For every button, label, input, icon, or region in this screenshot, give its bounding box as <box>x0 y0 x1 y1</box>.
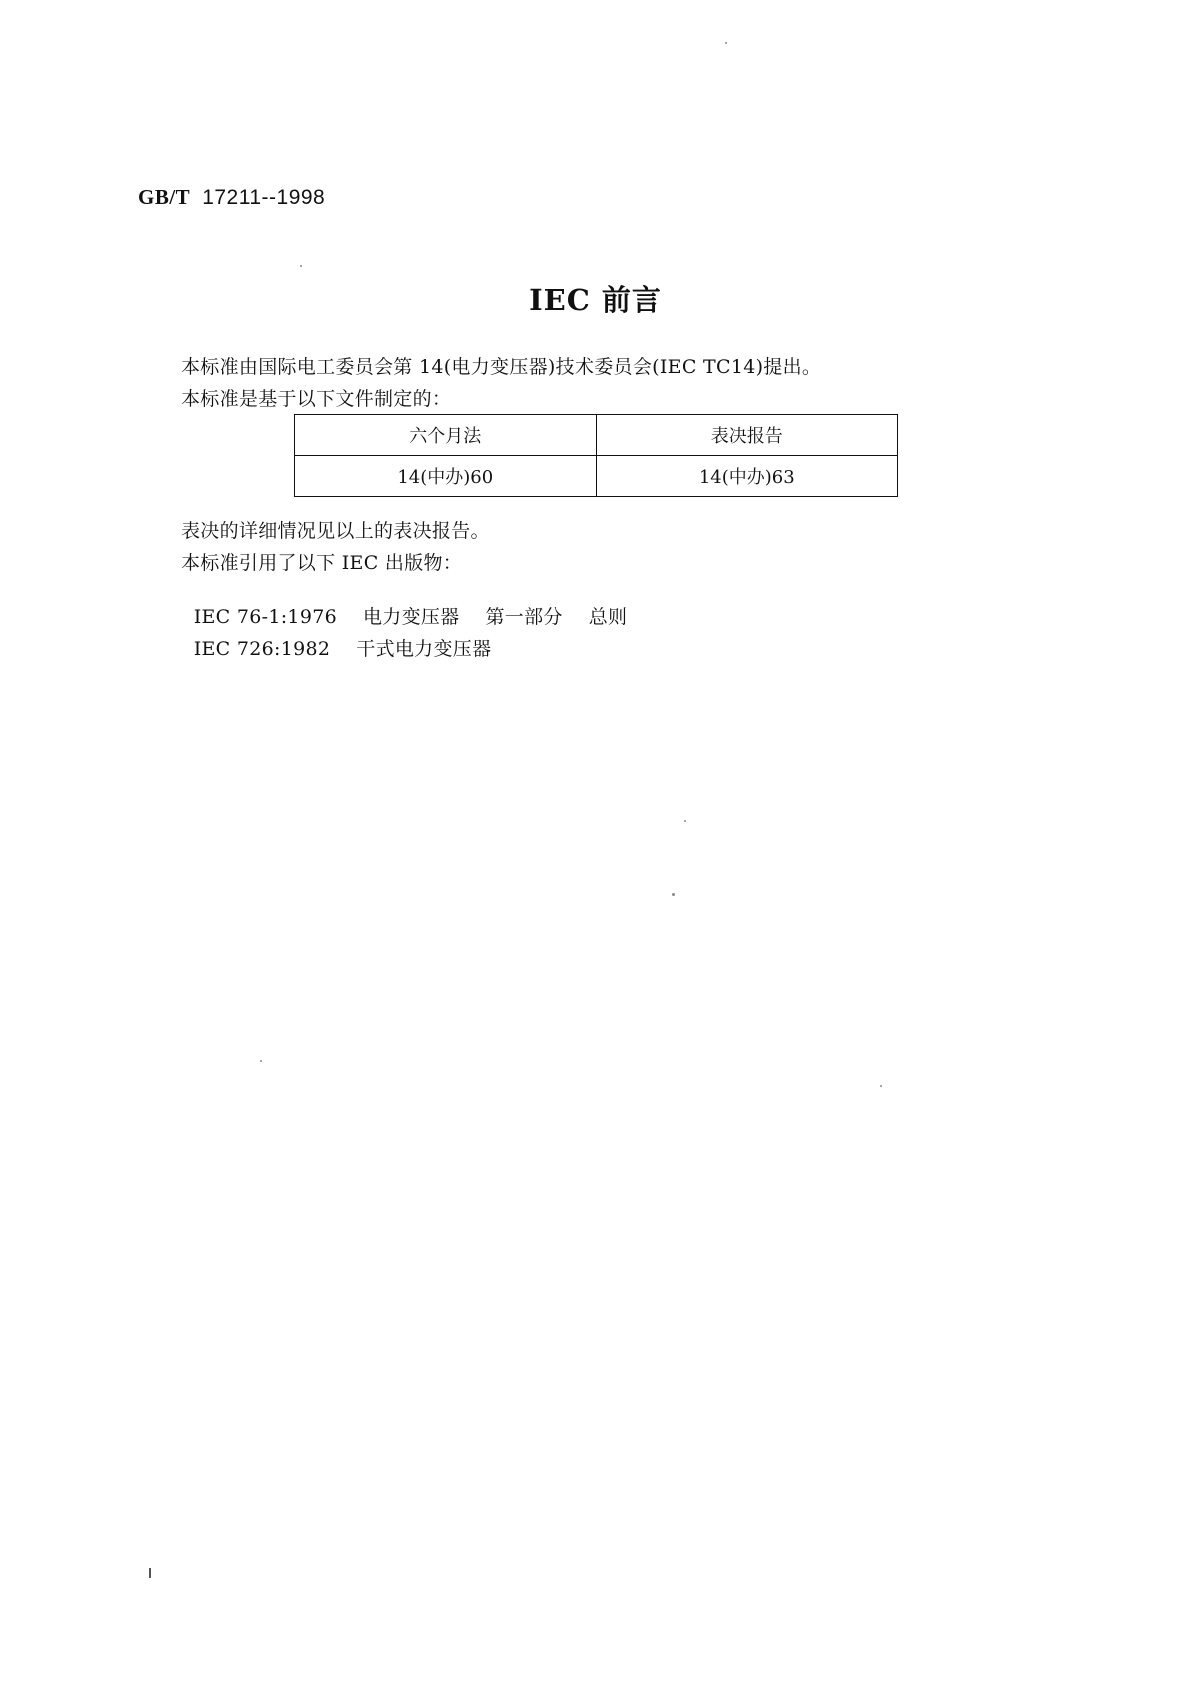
reference-code: IEC 76-1:1976 <box>193 606 337 628</box>
scan-speck <box>260 1060 262 1062</box>
voting-documents-table <box>294 414 898 497</box>
reference-title: 电力变压器 <box>362 606 460 628</box>
table-cell: 14(中办)60 <box>295 456 597 497</box>
reference-subtitle: 总则 <box>588 606 628 628</box>
reference-item <box>181 612 491 661</box>
voting-details-paragraph: 表决的详细情况见以上的表决报告。 <box>181 520 490 542</box>
table-header-cell: 六个月法 <box>295 415 597 456</box>
table-cell: 14(中办)63 <box>596 456 898 497</box>
intro-paragraph-2: 本标准是基于以下文件制定的： <box>181 388 452 410</box>
document-header <box>138 185 325 210</box>
page-title: IEC 前言 <box>529 283 662 317</box>
intro-paragraph-1: 本标准由国际电工委员会第 14(电力变压器)技术委员会(IEC TC14)提出。 <box>181 356 822 378</box>
scan-speck <box>300 265 302 267</box>
standard-prefix: GB/T <box>138 185 191 209</box>
reference-code: IEC 726:1982 <box>193 638 331 660</box>
table-header-cell: 表决报告 <box>596 415 898 456</box>
reference-title: 干式电力变压器 <box>356 638 492 660</box>
standard-number: 17211--1998 <box>202 186 326 209</box>
scan-speck <box>672 893 675 896</box>
references-intro-paragraph: 本标准引用了以下 IEC 出版物： <box>181 552 463 574</box>
reference-part: 第一部分 <box>485 606 563 628</box>
table-header-row <box>295 415 898 456</box>
scan-mark <box>149 1568 151 1578</box>
table-row <box>295 456 898 497</box>
scan-speck <box>725 42 727 44</box>
scan-speck <box>684 820 686 822</box>
scan-speck <box>880 1085 882 1087</box>
